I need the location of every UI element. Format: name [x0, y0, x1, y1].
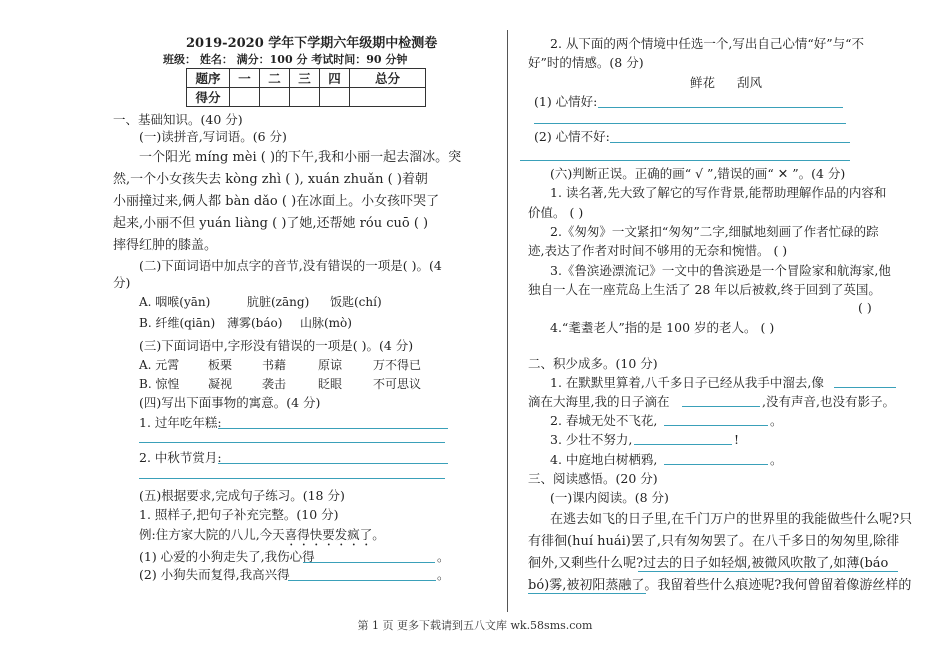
- question-text: ( ): [858, 300, 872, 315]
- section-heading: 三、阅读感悟。(20 分): [528, 471, 658, 486]
- answer-blank[interactable]: [139, 478, 445, 479]
- question-text: 1. 照样子,把句子补充完整。(10 分): [139, 507, 339, 522]
- score-cell: 题序: [187, 69, 230, 88]
- question-heading: (一)课内阅读。(8 分): [550, 490, 669, 505]
- option-a: 肮脏(zāng): [247, 295, 310, 309]
- answer-blank[interactable]: [682, 406, 760, 407]
- question-heading: (二)下面词语中加点字的音节,没有错误的一项是( )。(4: [139, 258, 442, 273]
- question-text: 4.“耄耋老人”指的是 100 岁的老人。 ( ): [550, 320, 775, 335]
- answer-blank[interactable]: [520, 160, 850, 161]
- question-text: 起来,小丽不但 yuán liàng ( )了她,还帮她 róu cuō ( ): [113, 216, 429, 231]
- answer-blank[interactable]: [664, 464, 768, 465]
- option-b: 山脉(mò): [300, 316, 352, 330]
- score-cell: 四: [320, 69, 350, 88]
- answer-blank[interactable]: [218, 428, 448, 429]
- question-heading: 分): [113, 275, 131, 290]
- answer-blank[interactable]: [664, 425, 768, 426]
- option-a: 饭匙(chí): [330, 295, 382, 309]
- question-text: 一个阳光 míng mèi ( )的下午,我和小丽一起去溜冰。突: [139, 150, 462, 165]
- option-a: 板栗: [208, 358, 233, 372]
- reading-passage: 徊外,又剩些什么呢?过去的日子如轻烟,被微风吹散了,如薄(báo: [528, 556, 889, 571]
- example-emphasis: 喜得快要发疯了: [284, 527, 373, 542]
- score-cell: 二: [260, 69, 290, 88]
- section-heading: 一、基础知识。(40 分): [113, 112, 243, 127]
- option-b: 袭击: [262, 377, 287, 391]
- reading-passage: 有徘徊(huí huái)罢了,只有匆匆罢了。在八千多日的匆匆里,除徘: [528, 534, 900, 549]
- option-b: B. 纤维(qiān): [139, 316, 216, 330]
- question-text: 然,一个小女孩失去 kòng zhì ( ), xuán zhuǎn ( )着朝: [113, 172, 428, 187]
- passage-underline: [638, 571, 898, 572]
- option-b: 不可思议: [373, 377, 422, 391]
- example-prefix: 例:住方家大院的八儿,今天: [139, 527, 285, 542]
- question-text: ,没有声音,也没有影子。: [762, 394, 895, 409]
- exam-title: 2019-2020 学年下学期六年级期中检测卷: [186, 36, 438, 51]
- question-heading: (六)判断正误。正确的画“ √ ”,错误的画“ ✕ ”。(4 分): [550, 166, 846, 181]
- answer-blank[interactable]: [598, 107, 843, 108]
- score-input[interactable]: [350, 88, 426, 107]
- question-text: 迹,表达了作者对时间不够用的无奈和惋惜。 ( ): [528, 243, 788, 258]
- answer-blank[interactable]: [610, 142, 850, 143]
- score-input[interactable]: [320, 88, 350, 107]
- option-a: A. 元霄: [139, 358, 180, 372]
- period: 。: [437, 567, 450, 582]
- exclamation: !: [734, 432, 740, 447]
- question-text: 价值。 ( ): [528, 205, 584, 220]
- option-b: 凝视: [208, 377, 233, 391]
- score-cell: 总分: [350, 69, 426, 88]
- option-a: A. 咽喉(yān): [139, 295, 211, 309]
- question-heading: (一)读拼音,写词语。(6 分): [139, 129, 287, 144]
- question-text: 1. 过年吃年糕:: [139, 415, 222, 430]
- score-cell: 一: [230, 69, 260, 88]
- score-table: [186, 68, 426, 107]
- question-text: 2. 中秋节赏月:: [139, 450, 222, 465]
- question-text: 4. 中庭地白树栖鸦,: [550, 452, 658, 467]
- period: 。: [437, 549, 450, 564]
- option-a: 书藉: [262, 358, 287, 372]
- question-text: 滴在大海里,我的日子滴在: [528, 394, 670, 409]
- answer-blank[interactable]: [288, 580, 436, 581]
- question-text: 好”时的情感。(8 分): [528, 55, 644, 70]
- question-text: 摔得红肿的膝盖。: [113, 238, 218, 253]
- exam-info: 班级： 姓名： 满分：100 分 考试时间：90 分钟: [163, 53, 408, 66]
- reading-passage: bó)雾,被初阳蒸融了。我留着些什么痕迹呢?我何曾留着像游丝样的: [528, 578, 912, 593]
- score-input[interactable]: [230, 88, 260, 107]
- answer-blank[interactable]: [834, 387, 896, 388]
- question-text: 2.《匆匆》一文紧扣“匆匆”二字,细腻地刻画了作者忙碌的踪: [550, 224, 879, 239]
- score-cell: 得分: [187, 88, 230, 107]
- question-text: 独自一人在一座荒岛上生活了 28 年以后被救,终于回到了英国。: [528, 282, 881, 297]
- score-value-row: [187, 88, 426, 107]
- answer-blank[interactable]: [634, 444, 732, 445]
- score-input[interactable]: [290, 88, 320, 107]
- answer-blank[interactable]: [534, 123, 846, 124]
- question-text: (1) 心爱的小狗走失了,我伤心得: [139, 549, 315, 564]
- option-b: 薄雾(báo): [227, 316, 283, 330]
- example-sentence: [139, 527, 385, 549]
- question-heading: (四)写出下面事物的寓意。(4 分): [139, 395, 321, 410]
- question-heading: (三)下面词语中,字形没有错误的一项是( )。(4 分): [139, 338, 414, 353]
- score-cell: 三: [290, 69, 320, 88]
- option-a: 万不得已: [373, 358, 422, 372]
- question-text: 3.《鲁滨逊漂流记》一文中的鲁滨逊是一个冒险家和航海家,他: [550, 263, 891, 278]
- section-heading: 二、积少成多。(10 分): [528, 356, 658, 371]
- question-text: 2. 春城无处不飞花,: [550, 413, 658, 428]
- answer-blank[interactable]: [218, 463, 448, 464]
- question-text: (2) 小狗失而复得,我高兴得: [139, 567, 290, 582]
- question-text: 3. 少壮不努力,: [550, 432, 633, 447]
- period: 。: [770, 413, 783, 428]
- reading-passage: 在逃去如飞的日子里,在千门万户的世界里的我能做些什么呢?只: [550, 512, 913, 527]
- question-text: 小丽撞过来,俩人都 bàn dǎo ( )在冰面上。小女孩吓哭了: [113, 194, 440, 209]
- question-text: (2) 心情不好:: [534, 129, 610, 144]
- score-input[interactable]: [260, 88, 290, 107]
- page-footer: 第 1 页 更多下载请到五八文库 wk.58sms.com: [357, 619, 593, 632]
- score-header-row: [187, 69, 426, 88]
- question-text: (1) 心情好:: [534, 94, 598, 109]
- option-b: B. 惊惶: [139, 377, 180, 391]
- question-text: 2. 从下面的两个情境中任选一个,写出自己心情“好”与“不: [550, 36, 865, 51]
- answer-blank[interactable]: [139, 442, 445, 443]
- option-a: 原谅: [318, 358, 343, 372]
- column-divider: [507, 30, 508, 612]
- question-text: 1. 读名著,先大致了解它的写作背景,能帮助理解作品的内容和: [550, 185, 887, 200]
- scene-option: 鲜花: [690, 75, 716, 90]
- question-text: 1. 在默默里算着,八千多日子已经从我手中溜去,像: [550, 375, 824, 390]
- question-heading: (五)根据要求,完成句子练习。(18 分): [139, 488, 345, 503]
- right-column: [512, 0, 950, 657]
- period: 。: [770, 452, 783, 467]
- example-suffix: 。: [372, 527, 385, 542]
- answer-blank[interactable]: [303, 562, 435, 563]
- scene-option: 刮风: [737, 75, 763, 90]
- passage-underline: [528, 593, 646, 594]
- option-b: 眨眼: [318, 377, 343, 391]
